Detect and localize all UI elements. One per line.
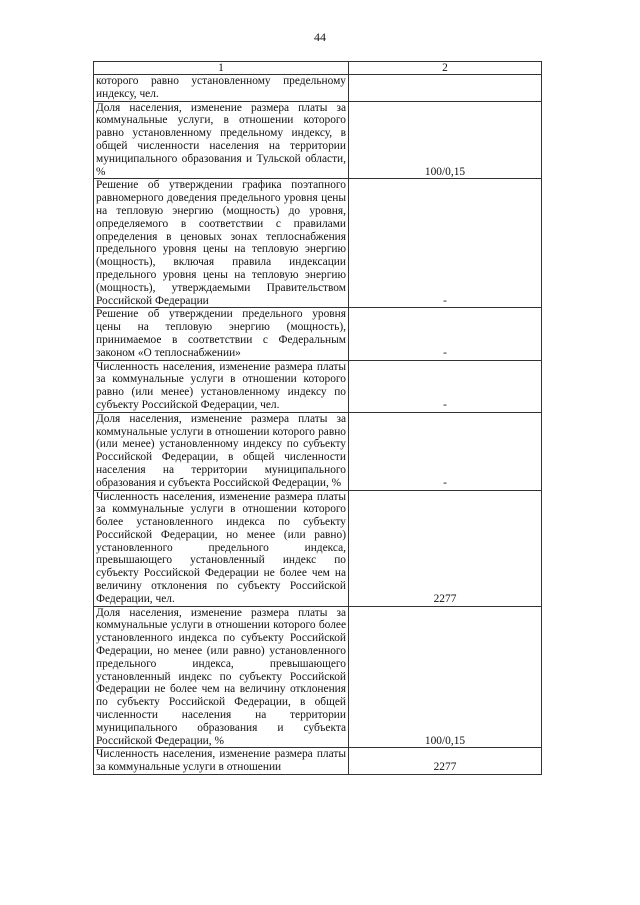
row-description: Доля населения, изменение размера платы за коммунальные услуги, в отношении которого равно установленному предельному индексу, в общей численности населения на территории муниципального образования и Тульской области, % — [94, 101, 349, 179]
row-value: - — [349, 412, 542, 490]
table-row — [94, 308, 542, 360]
page-number: 44 — [314, 30, 326, 44]
row-description: которого равно установленному предельному индексу, чел. — [94, 75, 349, 102]
table-header-row — [94, 62, 542, 75]
table-row — [94, 179, 542, 308]
row-value: 100/0,15 — [349, 606, 542, 748]
row-description: Решение об утверждении графика поэтапного равномерного доведения предельного уровня цены на тепловую энергию (мощность) до уровня, определяемого в соответствии с правилами определения в ценовых зонах теплоснабжения предельного уровня цены на тепловую энергию (мощность), включая правила индексации предельного уровня цены на тепловую энергию (мощность), утверждаемыми Правительством Российской Федерации — [94, 179, 349, 308]
column-header-2: 2 — [349, 62, 542, 75]
table-row — [94, 606, 542, 748]
table-row — [94, 412, 542, 490]
row-value: - — [349, 360, 542, 412]
data-table — [93, 61, 542, 775]
row-value: - — [349, 179, 542, 308]
row-value: 2277 — [349, 748, 542, 775]
row-value: 2277 — [349, 490, 542, 606]
column-header-1: 1 — [94, 62, 349, 75]
row-description: Численность населения, изменение размера платы за коммунальные услуги в отношении — [94, 748, 349, 775]
row-description: Численность населения, изменение размера платы за коммунальные услуги в отношении которого равно (или менее) установленному индексу по субъекту Российской Федерации, чел. — [94, 360, 349, 412]
row-value: - — [349, 308, 542, 360]
row-value — [349, 75, 542, 102]
table-row — [94, 490, 542, 606]
table-row — [94, 748, 542, 775]
table-row — [94, 101, 542, 179]
row-description: Доля населения, изменение размера платы за коммунальные услуги в отношении которого более установленного индекса по субъекту Российской Федерации, но менее (или равно) установленного предельного индекса, превышающего установленный индекс по субъекту Российской Федерации не более чем на величину отклонения по субъекту Российской Федерации, в общей численности населения на территории муниципального образования и субъекта Российской Федерации, % — [94, 606, 349, 748]
row-description: Доля населения, изменение размера платы за коммунальные услуги в отношении которого равно (или менее) установленному индексу по субъекту Российской Федерации, в общей численности населения на территории муниципального образования и субъекта Российской Федерации, % — [94, 412, 349, 490]
table-row — [94, 75, 542, 102]
row-value: 100/0,15 — [349, 101, 542, 179]
table-row — [94, 360, 542, 412]
row-description: Решение об утверждении предельного уровня цены на тепловую энергию (мощность), принимаемое в соответствии с Федеральным законом «О теплоснабжении» — [94, 308, 349, 360]
row-description: Численность населения, изменение размера платы за коммунальные услуги в отношении которого более установленного индекса по субъекту Российской Федерации, но менее (или равно) установленного предельного индекса, превышающего установленный индекс по субъекту Российской Федерации не более чем на величину отклонения по субъекту Российской Федерации, чел. — [94, 490, 349, 606]
